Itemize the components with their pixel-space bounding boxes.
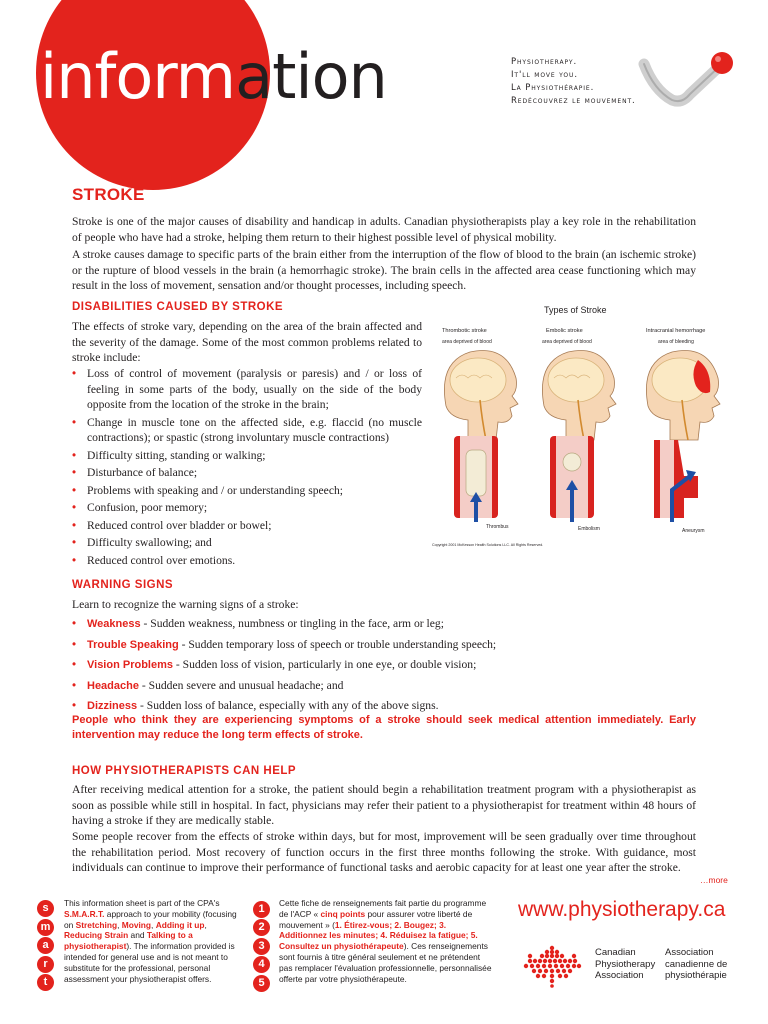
footer-english-text: This information sheet is part of the CPA's S.M.A.R.T. approach to your mobility (focusing on Stretching, Moving, Adding it up, Reducing Strain and Talking to a physiotherapist). The information provided is intended for general use and is not meant to substitute for the professional, personal assessment your physiotherapist offers. (64, 898, 237, 984)
list-item: • Loss of control of movement (paralysis or paresis) and / or loss of feeling in some parts of the body, usually on the side of the body opposite from the location of the stroke in the brain; (72, 366, 422, 413)
list-item: • Difficulty swallowing; and (72, 535, 422, 551)
intro-paragraph-1: Stroke is one of the major causes of disability and handicap in adults. Canadian physiotherapists play a key role in the rehabilitation of people who have had a stroke, helping them return to their highest possible level of physical mobility. (72, 215, 696, 244)
cpa-name-english: Canadian Physiotherapy Association (595, 947, 656, 981)
smart-m-icon: m (37, 919, 54, 936)
smart-s-icon: s (37, 900, 54, 917)
list-item: • Trouble Speaking - Sudden temporary loss of speech or trouble understanding speech; (72, 637, 696, 654)
thrombotic-panel (442, 328, 518, 530)
svg-text:area deprived of blood: area deprived of blood (542, 339, 592, 345)
svg-text:area deprived of blood: area deprived of blood (442, 339, 492, 345)
tagline: Physiotherapy. It'll move you. La Physiothérapie. Redécouvrez le mouvement. (511, 57, 636, 106)
list-item: • Change in muscle tone on the affected side, e.g. flaccid (no muscle contractions); or spastic (strong involuntary muscle contractions) (72, 415, 422, 446)
step-4-icon: 4 (253, 956, 270, 973)
list-item: • Vision Problems - Sudden loss of vision, particularly in one eye, or double vision; (72, 657, 696, 674)
hemorrhage-panel (646, 328, 720, 534)
disabilities-lead: The effects of stroke vary, depending on the area of the brain affected and the severity of the damage. Some of the most common problems related to stroke include: (72, 320, 422, 364)
website-link[interactable]: www.physiotherapy.ca (518, 898, 726, 921)
seek-attention-alert: People who think they are experiencing symptoms of a stroke should seek medical attention immediately. Early intervention may reduce the long term effects of stroke. (72, 714, 696, 741)
disabilities-heading: DISABILITIES CAUSED BY STROKE (72, 301, 284, 313)
figure-title: Types of Stroke (544, 305, 607, 315)
step-number-badges (253, 901, 273, 993)
disabilities-list (72, 366, 422, 570)
step-5-icon: 5 (253, 975, 270, 992)
svg-text:Embolism: Embolism (578, 526, 600, 532)
warning-list (72, 616, 696, 719)
smart-r-icon: r (37, 956, 54, 973)
list-item: • Dizziness - Sudden loss of balance, especially with any of the above signs. (72, 698, 696, 715)
cpa-name-french: Association canadienne de physiothérapie (665, 947, 728, 981)
svg-text:Aneurysm: Aneurysm (682, 528, 705, 534)
list-item: • Difficulty sitting, standing or walking; (72, 448, 422, 464)
list-item: • Weakness - Sudden weakness, numbness or tingling in the face, arm or leg; (72, 616, 696, 633)
page-title: STROKE (72, 185, 145, 204)
svg-text:Embolic stroke: Embolic stroke (546, 328, 583, 334)
step-1-icon: 1 (253, 901, 270, 918)
more-link[interactable]: …more (700, 875, 728, 885)
svg-text:Copyright 2001 McKesson Health: Copyright 2001 McKesson Health Solutions LLC. All Rights Reserved. (432, 543, 544, 547)
warning-lead: Learn to recognize the warning signs of a stroke: (72, 598, 299, 611)
smart-t-icon: t (37, 974, 54, 991)
types-of-stroke-figure (428, 300, 728, 552)
checkmark-logo-icon (638, 50, 734, 110)
list-item: • Confusion, poor memory; (72, 500, 422, 516)
step-2-icon: 2 (253, 919, 270, 936)
help-paragraph-1: After receiving medical attention for a stroke, the patient should begin a rehabilitation treatment program with a physiotherapist as soon as possible while still in hospital. In fact, physicians may refer their patient to a physiotherapist for treatment within 48 hours of having a stroke if they are medically stable. (72, 783, 696, 827)
list-item: • Disturbance of balance; (72, 465, 422, 481)
list-item: • Problems with speaking and / or understanding speech; (72, 483, 422, 499)
list-item: • Reduced control over emotions. (72, 553, 422, 569)
step-3-icon: 3 (253, 938, 270, 955)
help-paragraph-2: Some people recover from the effects of stroke within days, but for most, improvement will be seen gradually over time throughout the rehabilitation period. Most recovery of function occurs in the first three months following the stroke. With guidance, most individuals can continue to improve their performance of functional tasks and aerobic capacity for at least one year after the stroke. (72, 830, 696, 874)
smart-a-icon: a (37, 937, 54, 954)
smart-letter-badges (37, 900, 59, 993)
header-wordmark: information (40, 40, 387, 113)
svg-text:Intracranial hemorrhage: Intracranial hemorrhage (646, 328, 706, 334)
cpa-maple-leaf-logo-icon (520, 942, 584, 990)
intro-paragraph-2: A stroke causes damage to specific parts of the brain either from the interruption of the flow of blood to the brain (an ischemic stroke) or the rupture of blood vessels in the brain (a hemorrhagic stroke). The brain cells in the affected area cease functioning which may result in the loss of movement, sensation and/or thought processes, including speech. (72, 248, 696, 292)
svg-text:area of bleeding: area of bleeding (658, 339, 694, 345)
svg-text:Thrombotic stroke: Thrombotic stroke (442, 328, 487, 334)
footer-french-text: Cette fiche de renseignements fait partie du programme de l'ACP « cinq points pour assurer votre liberté de mouvement » (1. Étirez-vous; 2. Bougez; 3. Additionnez les minutes; 4. Réduisez la fatigue; 5. Consultez un physiothérapeute). Ces renseignements sont fournis à titre général seulement et ne prétendent pas remplacer l'évaluation professionnelle, personnalisée offerte par votre physiothérapeute. (279, 898, 492, 984)
svg-text:Thrombus: Thrombus (486, 524, 509, 530)
help-heading: HOW PHYSIOTHERAPISTS CAN HELP (72, 765, 297, 777)
list-item: • Headache - Sudden severe and unusual headache; and (72, 678, 696, 695)
embolic-panel (542, 328, 616, 532)
list-item: • Reduced control over bladder or bowel; (72, 518, 422, 534)
warning-heading: WARNING SIGNS (72, 579, 174, 591)
